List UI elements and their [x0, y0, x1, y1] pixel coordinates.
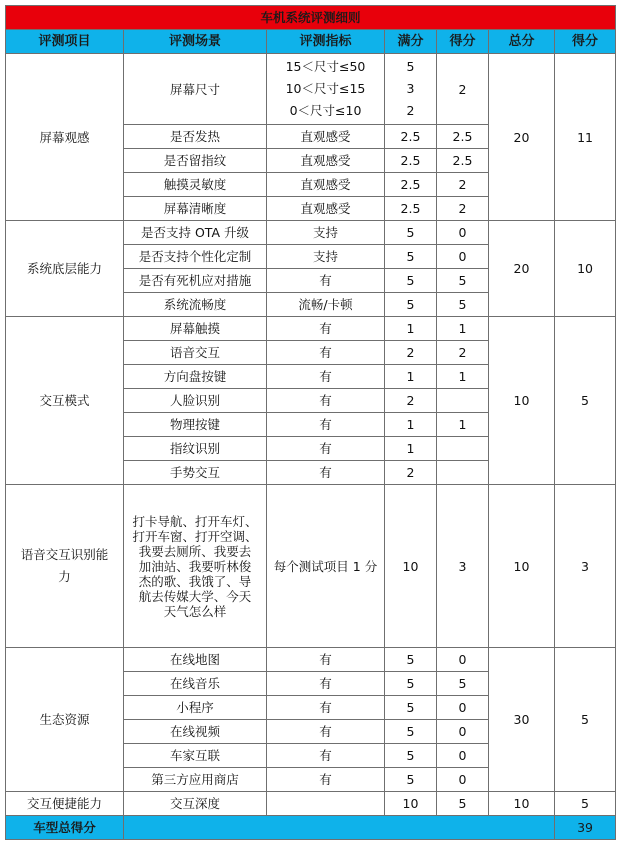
full-score-cell: 5 [385, 293, 437, 317]
score-cell: 2 [437, 197, 489, 221]
score-cell [437, 389, 489, 413]
total-score-cell: 5 [555, 792, 616, 816]
category-line: 语音交互识别能 [20, 547, 109, 562]
scene-cell: 屏幕尺寸 [124, 54, 267, 125]
score-cell: 0 [437, 768, 489, 792]
total-score-cell: 5 [555, 648, 616, 792]
indicator-cell: 有 [267, 768, 385, 792]
voice-command-line: 我要去厕所、我要去 [138, 543, 252, 559]
score-cell: 0 [437, 245, 489, 269]
scene-cell: 语音交互 [124, 341, 267, 365]
indicator-range-cell [267, 54, 385, 125]
scene-cell: 物理按键 [124, 413, 267, 437]
category-line: 力 [58, 569, 71, 584]
category-cell: 交互便捷能力 [6, 792, 124, 816]
scene-cell: 在线视频 [124, 720, 267, 744]
scene-cell: 交互深度 [124, 792, 267, 816]
total-cell: 20 [489, 221, 555, 317]
full-score-cell: 1 [385, 317, 437, 341]
total-cell: 20 [489, 54, 555, 221]
indicator-cell: 有 [267, 317, 385, 341]
table-row [6, 648, 616, 672]
full-score-cell: 5 [385, 768, 437, 792]
full-score-line: 5 [406, 59, 415, 74]
table-row [6, 792, 616, 816]
header-row [6, 30, 616, 54]
scene-cell: 是否发热 [124, 125, 267, 149]
indicator-cell: 直观感受 [267, 125, 385, 149]
footer-spacer [124, 816, 555, 840]
indicator-cell [267, 792, 385, 816]
table-row [6, 221, 616, 245]
scene-cell: 手势交互 [124, 461, 267, 485]
indicator-cell: 有 [267, 437, 385, 461]
indicator-cell: 直观感受 [267, 149, 385, 173]
indicator-cell: 直观感受 [267, 173, 385, 197]
indicator-range-line: 0＜尺寸≤10 [289, 103, 362, 118]
full-score-cell: 1 [385, 437, 437, 461]
score-cell [437, 437, 489, 461]
scene-cell: 小程序 [124, 696, 267, 720]
scene-cell: 在线地图 [124, 648, 267, 672]
score-cell: 1 [437, 413, 489, 437]
voice-command-line: 天气怎么样 [163, 603, 227, 619]
category-cell: 交互模式 [6, 317, 124, 485]
total-cell: 10 [489, 317, 555, 485]
total-cell: 10 [489, 485, 555, 648]
total-score-cell: 5 [555, 317, 616, 485]
score-cell: 2.5 [437, 125, 489, 149]
full-score-cell: 1 [385, 365, 437, 389]
scene-cell: 在线音乐 [124, 672, 267, 696]
score-cell: 1 [437, 365, 489, 389]
indicator-cell: 有 [267, 389, 385, 413]
full-score-cell: 5 [385, 672, 437, 696]
scene-cell: 是否支持个性化定制 [124, 245, 267, 269]
full-score-cell: 2.5 [385, 173, 437, 197]
indicator-range-line: 15＜尺寸≤50 [285, 59, 366, 74]
indicator-cell: 支持 [267, 221, 385, 245]
footer-label: 车型总得分 [6, 816, 124, 840]
indicator-cell: 有 [267, 341, 385, 365]
full-score-cell: 5 [385, 245, 437, 269]
category-cell: 系统底层能力 [6, 221, 124, 317]
full-score-cell: 2.5 [385, 149, 437, 173]
score-cell: 5 [437, 672, 489, 696]
title-row [6, 6, 616, 30]
header-category: 评测项目 [6, 30, 124, 54]
voice-command-line: 打卡导航、打开车灯、 [132, 513, 258, 529]
score-cell [437, 461, 489, 485]
footer-total: 39 [555, 816, 616, 840]
full-score-line: 2 [406, 103, 415, 118]
score-cell: 2 [437, 173, 489, 197]
score-cell: 5 [437, 792, 489, 816]
score-cell: 1 [437, 317, 489, 341]
total-cell: 30 [489, 648, 555, 792]
indicator-range-line: 10＜尺寸≤15 [285, 81, 366, 96]
full-score-cell: 5 [385, 720, 437, 744]
total-cell: 10 [489, 792, 555, 816]
category-cell: 屏幕观感 [6, 54, 124, 221]
total-score-cell: 3 [555, 485, 616, 648]
score-cell: 0 [437, 720, 489, 744]
table-title: 车机系统评测细则 [6, 6, 616, 30]
full-score-line: 3 [406, 81, 415, 96]
scene-cell: 方向盘按键 [124, 365, 267, 389]
full-score-range-cell [385, 54, 437, 125]
full-score-cell: 2 [385, 341, 437, 365]
header-scene: 评测场景 [124, 30, 267, 54]
score-cell: 3 [437, 485, 489, 648]
indicator-cell: 有 [267, 413, 385, 437]
full-score-cell: 5 [385, 744, 437, 768]
scene-cell: 是否有死机应对措施 [124, 269, 267, 293]
header-total-score: 得分 [555, 30, 616, 54]
header-total: 总分 [489, 30, 555, 54]
full-score-cell: 2.5 [385, 197, 437, 221]
score-cell: 2 [437, 54, 489, 125]
score-cell: 5 [437, 293, 489, 317]
score-cell: 0 [437, 648, 489, 672]
scene-cell: 人脸识别 [124, 389, 267, 413]
indicator-cell: 有 [267, 461, 385, 485]
indicator-cell: 流畅/卡顿 [267, 293, 385, 317]
voice-commands-cell [124, 485, 267, 648]
full-score-cell: 5 [385, 696, 437, 720]
header-full-score: 满分 [385, 30, 437, 54]
header-indicator: 评测指标 [267, 30, 385, 54]
scene-cell: 指纹识别 [124, 437, 267, 461]
category-cell [6, 485, 124, 648]
score-cell: 5 [437, 269, 489, 293]
table-row [6, 54, 616, 125]
scene-cell: 屏幕触摸 [124, 317, 267, 341]
indicator-cell: 有 [267, 720, 385, 744]
scene-cell: 是否留指纹 [124, 149, 267, 173]
full-score-cell: 2.5 [385, 125, 437, 149]
table-row [6, 485, 616, 648]
scene-cell: 触摸灵敏度 [124, 173, 267, 197]
indicator-cell: 有 [267, 696, 385, 720]
score-cell: 0 [437, 221, 489, 245]
footer-row [6, 816, 616, 840]
scene-cell: 屏幕清晰度 [124, 197, 267, 221]
evaluation-table [5, 5, 616, 840]
indicator-cell: 有 [267, 744, 385, 768]
indicator-cell: 有 [267, 648, 385, 672]
table-row [6, 317, 616, 341]
total-score-cell: 11 [555, 54, 616, 221]
full-score-cell: 5 [385, 269, 437, 293]
category-cell: 生态资源 [6, 648, 124, 792]
indicator-cell: 有 [267, 365, 385, 389]
indicator-cell: 每个测试项目 1 分 [267, 485, 385, 648]
header-score: 得分 [437, 30, 489, 54]
indicator-cell: 有 [267, 269, 385, 293]
full-score-cell: 1 [385, 413, 437, 437]
scene-cell: 系统流畅度 [124, 293, 267, 317]
indicator-cell: 有 [267, 672, 385, 696]
voice-command-line: 杰的歌、我饿了、导 [138, 573, 252, 589]
scene-cell: 是否支持 OTA 升级 [124, 221, 267, 245]
full-score-cell: 2 [385, 461, 437, 485]
score-cell: 2 [437, 341, 489, 365]
score-cell: 2.5 [437, 149, 489, 173]
scene-cell: 车家互联 [124, 744, 267, 768]
indicator-cell: 直观感受 [267, 197, 385, 221]
score-cell: 0 [437, 744, 489, 768]
indicator-cell: 支持 [267, 245, 385, 269]
voice-command-line: 加油站、我要听林俊 [138, 558, 252, 574]
full-score-cell: 10 [385, 485, 437, 648]
total-score-cell: 10 [555, 221, 616, 317]
score-cell: 0 [437, 696, 489, 720]
full-score-cell: 10 [385, 792, 437, 816]
scene-cell: 第三方应用商店 [124, 768, 267, 792]
full-score-cell: 5 [385, 648, 437, 672]
full-score-cell: 5 [385, 221, 437, 245]
voice-command-line: 航去传媒大学、今天 [138, 588, 252, 604]
voice-command-line: 打开车窗、打开空调、 [132, 528, 258, 544]
full-score-cell: 2 [385, 389, 437, 413]
